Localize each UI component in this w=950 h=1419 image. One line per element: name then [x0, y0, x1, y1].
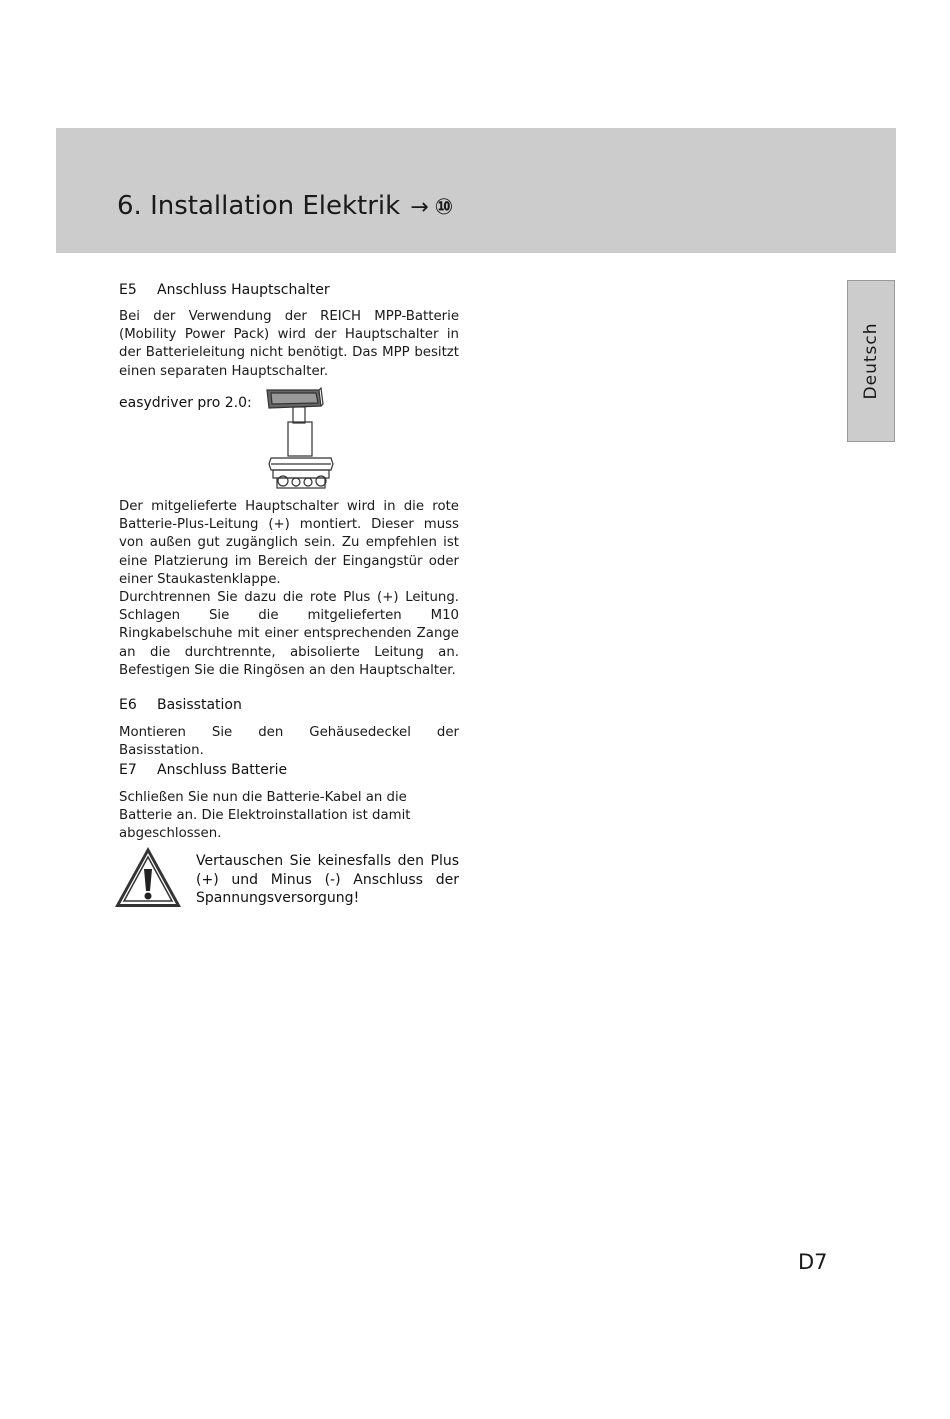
section-title: Anschluss Hauptschalter: [157, 282, 330, 298]
e7-body: [119, 789, 459, 844]
warning-triangle-icon: [113, 845, 183, 909]
chapter-header-band: [56, 128, 896, 253]
e5-intro-text: Bei der Verwendung der REICH MPP-Batterie (Mobility Power Pack) wird der Hauptschalter in der Batterieleitung nicht benötigt. Das MPP besitzt einen separaten Hauptschalter.: [119, 309, 459, 379]
section-number: E7: [119, 762, 137, 778]
section-title: Basisstation: [157, 697, 242, 713]
page-title: [117, 188, 453, 226]
arrow-icon: →: [410, 195, 429, 220]
e7-body-text: Schließen Sie nun die Batterie-Kabel an die Batterie an. Die Elektroinstallation ist damit abgeschlossen.: [119, 790, 411, 842]
e5-body: [119, 498, 459, 680]
figure-reference: ⑩: [434, 195, 454, 220]
section-heading-e5: [119, 281, 330, 299]
section-heading-e6: [119, 696, 242, 714]
language-tab-label: Deutsch: [861, 322, 881, 400]
main-switch-illustration: [263, 386, 339, 492]
title-text: 6. Installation Elektrik: [117, 191, 401, 221]
section-number: E5: [119, 282, 137, 298]
page-number: D7: [798, 1250, 828, 1274]
e6-body-text: Montieren Sie den Gehäusedeckel der Basisstation.: [119, 725, 459, 759]
section-number: E6: [119, 697, 137, 713]
language-tab: [847, 280, 895, 442]
e5-intro: [119, 308, 459, 381]
e5-body-paragraph-2: Durchtrennen Sie dazu die rote Plus (+) Leitung. Schlagen Sie die mitgelieferten M10 Ringkabelschuhe mit einer entsprechenden Zange an die durchtrennte, abisolierte Leitung an. Befestigen Sie die Ringösen an den Hauptschalter.: [119, 590, 459, 678]
section-heading-e7: [119, 761, 287, 779]
warning-text: Vertauschen Sie keinesfalls den Plus (+) und Minus (-) Anschluss der Spannungsversorgung!: [196, 853, 459, 906]
section-title: Anschluss Batterie: [157, 762, 288, 778]
e6-body: [119, 724, 459, 760]
model-label: easydriver pro 2.0:: [119, 395, 252, 411]
e5-body-paragraph-1: Der mitgelieferte Hauptschalter wird in die rote Batterie-Plus-Leitung (+) montiert. Dieser muss von außen gut zugänglich sein. Zu empfehlen ist eine Platzierung im Bereich der Eingangstür oder einer Staukastenklappe.: [119, 499, 459, 587]
